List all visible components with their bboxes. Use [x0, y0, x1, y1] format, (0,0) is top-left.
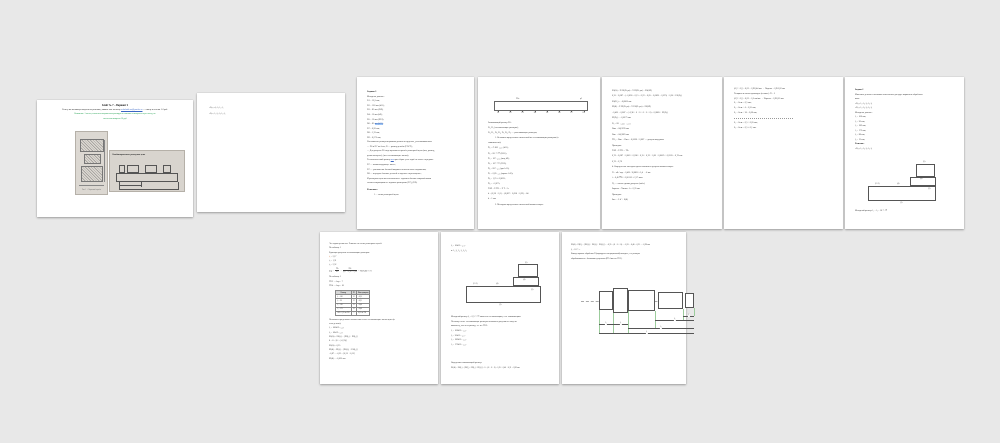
- chain-link-label: D7: [570, 110, 572, 115]
- data-line: D7 = 0,85 мм;: [367, 127, 380, 130]
- variables-block: [855, 102, 956, 111]
- chain-link-label: D5: [546, 110, 548, 115]
- formula-line: 0,70 = 0,087 + 0,063 + 0,036 + 0,15 + 0,22 + 0,05 + 0,0625 + 0,0315 = 0,70 мм: [612, 155, 683, 158]
- data-text: ;: [382, 123, 384, 126]
- scheme-label: (2÷6): [473, 282, 478, 285]
- drawing-hatch-shape: [80, 139, 104, 152]
- assembly-drawing-image[interactable]: [75, 131, 108, 195]
- numerator: TΔ: [335, 267, 339, 270]
- task-2-heading: Задача 2: [855, 89, 864, 91]
- dimension-scheme-diagram: [451, 263, 551, 307]
- value-line: l₅ = 88 мм;: [855, 134, 865, 136]
- drawing-shape: [119, 165, 125, 173]
- table-header-cell: Поле допуска: [358, 291, 369, 294]
- page-2[interactable]: [197, 93, 345, 212]
- extension-line: [683, 309, 684, 320]
- drawing-dimension-line: [104, 140, 105, 182]
- formula-line: (0,2 ÷ 0,1) · 0,02 = 0,9/0,44 мм → Nпрокл = 0,9/0,02 мм: [734, 88, 785, 90]
- table-header-cell: Размер: [336, 291, 352, 295]
- text-line: Исходный размер l₅ = 0,5⁺⁰·⁰²⁵ является составляющим, а не замыкающим.: [451, 316, 521, 319]
- text-line: И размерная цепь восстановления с заданием базово-сопряжёнными: [367, 177, 432, 180]
- value-line: l₃ = 182 мм;: [855, 125, 866, 127]
- formula-line: Sₘₐₓ = 2·h′ + S(Δ): [612, 199, 628, 202]
- dimension-line: [599, 324, 613, 325]
- page-6[interactable]: [724, 77, 843, 229]
- highlighted-token: i₁: [329, 255, 331, 258]
- task-description: [367, 163, 466, 186]
- table-intro-lines: [329, 275, 431, 288]
- variables-line: и: l₁, l₂, l₃, l₄, l₅, l₆: [451, 249, 468, 252]
- data-text: D6 = 85: [367, 123, 375, 126]
- denominator: 2,17 + 1,31 + 2,52: [342, 271, 357, 274]
- formula-line: D̄₉ = ± 0,075;: [488, 183, 500, 186]
- page-3[interactable]: [357, 77, 474, 229]
- data-line: D5 = 10 мм (H12);: [367, 118, 384, 121]
- shaft-step: [658, 292, 683, 309]
- table-cell: 0,35 на 700: [356, 311, 370, 315]
- table-cell: l₂ = 20: [336, 299, 352, 303]
- page-4[interactable]: [478, 77, 600, 229]
- task-2-description: [855, 93, 956, 102]
- formula-line: l₄ = 172h12₍₋₀,₄₀₎: [451, 343, 467, 346]
- initial-data-list: [367, 127, 466, 141]
- image-title: Комбинированная размерная цепь: [112, 153, 146, 156]
- table-cell: −0,40: [356, 307, 370, 311]
- formula-line: Проверка:: [612, 144, 622, 147]
- dimension-line: [683, 316, 694, 317]
- page-9[interactable]: [441, 232, 559, 384]
- formula-line: EI(D₃) = −0,6175 мм: [612, 117, 631, 120]
- formula-line: 0,70 = 0,70: [612, 160, 622, 163]
- scheme-rect-large: [868, 186, 936, 201]
- scheme-label: (4): [920, 178, 923, 181]
- extension-line: [694, 308, 695, 316]
- drawing-dimension-tick: [178, 182, 179, 190]
- fraction: [335, 268, 339, 274]
- chain-link-label: D3: [521, 110, 523, 115]
- page-8[interactable]: [320, 232, 438, 384]
- formula-block: [488, 146, 592, 202]
- closing-size-formula: ES(Δ) = ES(l₁) − [EI(l₂) + EI(l₃) + EI(l₄)] = 0 − (0 + 0 + 0) = 0,35 + 0,40 + 0,21 = 0,96 мм: [451, 366, 520, 369]
- drawing-shape: [145, 165, 157, 173]
- scheme-label: (2÷6): [875, 182, 880, 185]
- table-cell: 12: [352, 303, 355, 306]
- chain-link-labels: [497, 110, 585, 115]
- step-2-heading: 2. Методика предельных отклонений компенсатора:: [495, 203, 544, 206]
- table-cell: l₄ = 172: [336, 307, 352, 311]
- dimension-label: l₅: [674, 318, 676, 321]
- formula-text: kср =: [329, 270, 335, 273]
- drawing-hatch-shape: [84, 154, 101, 164]
- formula-line: D̄₆ = 85⁰₋₀,₂₂ (две h11);: [488, 167, 510, 170]
- fraction-formula-line: [329, 268, 431, 276]
- dimension-label: l₃: [660, 326, 662, 329]
- formula-line: i = 0,45·∛D + 0,001·D ≈ 2,17 мкм: [612, 177, 643, 180]
- formula-line: D̄₄ = 10⁰₋₀,₀₃₆ (мод h9);: [488, 157, 510, 160]
- formula-text: =: [339, 270, 343, 273]
- text-line: Эта задача решается. Решение по схеме размерных цепей.: [329, 243, 382, 245]
- numerator: 700: [343, 268, 357, 272]
- text-line: — Для допуска D5 надо произвести расчёт размерной цепи (вал, размер,: [367, 150, 435, 153]
- text-line: D₁, D₂ (составляющие размеры);: [488, 127, 519, 130]
- formula-line: −0,435 − 0,087 = (−0,36 + 0 + 0 + 0 + 0 + 0) − 0,0805 + EI(D₃): [612, 111, 668, 114]
- value-line: l₄ = 172 мм;: [855, 129, 866, 132]
- stepped-shaft-drawing: [571, 287, 690, 339]
- formula-line: l₅ = 10h12₍₋₀,₁₅₎: [329, 331, 343, 334]
- table-cell: −0,35: [356, 295, 370, 299]
- explanation-paragraph: [451, 315, 551, 329]
- scheme-label: (5): [525, 261, 528, 264]
- formula-line: TD₃ = Dₘₐₓ − Dₘᵢₙ = 0,0630 < 0,087 — допуск выдержан: [612, 139, 664, 142]
- table-row: [336, 311, 370, 315]
- formula-line: i₃ = 2,52: [329, 264, 337, 267]
- formula-line: ES(Δ) = 0,35: [329, 344, 341, 347]
- data-line: D8 = 1,25 мм;: [367, 132, 380, 135]
- page-10[interactable]: [562, 232, 690, 384]
- drawing-caption: Рис. 1 – Сборочный чертёж: [82, 189, 101, 191]
- formula-line: Δпрокл = Nкомп · h = 0,35 мм: [612, 188, 640, 191]
- drawing-dimension-line: [119, 185, 141, 186]
- formula-line: l₂ = 20h12₍₋₀,₂₁₎: [451, 334, 466, 337]
- formula-line: S̄₅ = S̄ₙₒₘ = 0,5 ± 0,1 мм.: [734, 127, 757, 130]
- text-line: Назначаем предельные отклонения на все составляющие звенья цепи (в: [329, 318, 395, 321]
- highlighted-link-text[interactable]: мм (h11): [374, 123, 383, 126]
- page-7[interactable]: [845, 77, 964, 229]
- text-line: вала:: [855, 98, 860, 100]
- formula-line: l₁ = 100h12₍₋₀,₃₅₎: [451, 329, 467, 332]
- scheme-label: (3): [531, 289, 534, 292]
- table-cell: −0,40: [356, 303, 370, 307]
- document-title: Зачёт № 7 – Вариант 2: [101, 104, 129, 107]
- tolerance-table: [335, 290, 370, 316]
- chain-link-label: D6: [558, 110, 560, 115]
- purchase-note-line: истечении вопросы 10 руб: [103, 117, 127, 120]
- solution-variables: «D₅»; l₁; l₂; l₃; l₄; l₅: [855, 147, 873, 150]
- text-line: Вывод: вариант обработки II (маршрутно-операционный) выгоднее, т.к. размеры: [571, 253, 640, 256]
- table-cell: −0,21: [356, 299, 370, 303]
- chain-end-tick: [494, 101, 495, 110]
- formula-line: Dₘₐₓ = 84,3825 мм: [612, 133, 629, 136]
- formula-line: TΔΣ = Σ TDᵢ = Σ Tᵢ + h: [488, 188, 509, 191]
- text-line: — D5 и D7 на болт; D — размер резьбы (ГОСТ);: [367, 145, 413, 148]
- scheme-label: (1): [900, 202, 903, 204]
- formula-line: 0 = 0 − [0 + (−0,35)]: [329, 340, 347, 343]
- text-line: Замыкающий размер D5:: [488, 122, 512, 124]
- table-cell: 100 ± 0,35 на 700: [337, 312, 350, 315]
- step-1-heading: 1. Величина предельных отклонений по составляющим размерам (в: [495, 137, 559, 140]
- formula-line: −0,87 = −0,35 − [0,35 + 0,15]: [329, 353, 355, 356]
- dimension-label: l₆: [688, 314, 690, 317]
- chain-top-line: [494, 101, 588, 102]
- closing-size-block: [488, 121, 592, 136]
- denominator: Σ iᵢ: [335, 271, 339, 274]
- solution-heading: Решение:: [367, 187, 378, 191]
- formula-line: (0,9 ÷ 0,1) · 0,02 = 0,5 мм/шт → Nпрокл = 0,9/0,05 мм: [734, 97, 784, 100]
- formula-line: l₁ = 100h12₍₋₀,₃₅₎: [329, 327, 344, 330]
- formula-line: Толщина и число прокладок (в запас): N = 5: [734, 92, 775, 95]
- formula-line: «D₅»; l₁; l₂; l₃; l₄; l₅: [855, 102, 873, 105]
- drawing-dimension-line: [119, 189, 178, 190]
- formula-line: ES(Δ) = ES(l₁) − [EI(l₂) + EI(l₃)]: [329, 336, 358, 339]
- formula-line: N₀ — число единиц допуска (табл.): [612, 182, 645, 185]
- formula-line: ES(D₃) = −0,6805 мм: [612, 100, 632, 103]
- dimension-line: [599, 333, 694, 334]
- text-line: По таблице 1: [329, 276, 342, 279]
- formula-line: h = (0,20 + 0,1) − (0,087 + 0,036 + 0,22) = 64: [488, 193, 529, 196]
- top-formula: l₅ = 10h12₍₋₀,₁₅₎: [451, 245, 466, 247]
- solution-heading: Решение:: [855, 143, 865, 145]
- text-line: D7 — компенсирующее звено;: [367, 164, 396, 166]
- table-cell: l₃ = 182: [336, 303, 352, 307]
- page-1[interactable]: [37, 100, 193, 217]
- formula-line: h = 1 мм: [488, 198, 496, 201]
- drawing-shape: [127, 165, 139, 173]
- shaft-step: [628, 290, 655, 311]
- formula-line: «D₅»; d₁; l₁; l₂; l₃: [209, 107, 224, 109]
- scheme-rect-small: [518, 261, 538, 277]
- scheme-rect-medium: [910, 177, 936, 186]
- dimension-label: l₁: [646, 331, 648, 334]
- text-line: Уменьшение размеров крышки должно в пределах, устанавливаемых:: [367, 141, 433, 144]
- dimension-label: l₂: [605, 322, 607, 325]
- formula-line: Dₘᵢₙ = 84,3195 мм: [612, 128, 629, 131]
- table-cell: —: [352, 312, 355, 315]
- formula-line: l₅ = 10⁺⁰·¹⁵: [571, 248, 581, 251]
- formula-line: EI(Δ) = EI(l₁) − [ES(l₂) + ES(l₃) + ES(l₄)] = −0,35 − (0 + 0 + 0) = −0,35 − 0,40 − 0,21 = −0,96 мм: [571, 244, 650, 246]
- text-line: Единицы допусков составляющих размеров:: [329, 251, 370, 254]
- dimension-chain-image[interactable]: [109, 150, 185, 192]
- table-cell: 12: [352, 299, 355, 302]
- formula-line: EI(Δ) = Σ EI(D̄ᵢ ув) − Σ ES(D̄ᵢ ум) = EI(ΔΣ): [612, 106, 651, 109]
- formula-line: ES(Δ) = Σ ES(D̄ᵢ ув) − Σ EI(D̄ᵢ ум) = ES(ΔΣ): [612, 90, 652, 92]
- text-line: D₃, D₄, D₅, D₆, D₇, D₈, D₉ — уменьшающие размеры;: [488, 132, 537, 135]
- inline-link[interactable]: вал: [390, 159, 394, 162]
- formula-text: = 2,17: [330, 255, 337, 258]
- contact-text-pre: Если у вас возникнут вопросы по решению, пишите мне на почту: [62, 109, 121, 111]
- value-line: l₁ = 100 мм;: [855, 116, 866, 118]
- table-cell: l₁ = 100: [336, 295, 352, 299]
- fraction: [343, 268, 357, 274]
- dotted-separator: [734, 118, 793, 119]
- chain-link-label: D1: [497, 110, 499, 115]
- text-line: соответствующими по заданию размерами (D7), (D9):: [367, 182, 418, 185]
- formula-line: i₂ = 1,31: [329, 260, 337, 263]
- text-line: тело детали):: [329, 323, 342, 326]
- text-line: Изменить детали и назначить отклонения для двух вариантов обработки: [855, 93, 923, 96]
- text-line: IT14 → kср = 10: [329, 284, 344, 287]
- extension-line: [628, 311, 629, 333]
- initial-data-label: Исходные данные:: [367, 95, 385, 98]
- scheme-rect-medium: [513, 277, 539, 286]
- chain-link-label: D8: [583, 110, 585, 115]
- assignment-paragraph: [329, 318, 431, 327]
- scheme-label: (5): [923, 160, 926, 163]
- text-line: квалитету, что и на размер, т.е. по IT12:: [451, 325, 488, 328]
- formula-line: «D₁»; l₁; l₂; l₃; l₄; l₅: [855, 107, 873, 109]
- scheme-label: (4): [523, 278, 526, 281]
- text-line: длина которого); (все составляющие звенья);: [367, 154, 409, 157]
- text-line: D8 — передача базовых деталей в заданное перемещение;: [367, 173, 422, 176]
- text-line: Поэтому на все составляющие размеры назначаем допуски по тому же: [451, 320, 517, 323]
- formula-line: N = aΔ / aср = 0,435 / 0,0805 ≈ 5,4 → 6 шт: [612, 171, 651, 174]
- data-line: D9 = 0,075 мм;: [367, 136, 381, 139]
- data-line: D3 = 85 мм (JS9);: [367, 109, 384, 112]
- scheme-rect-large: [466, 286, 541, 303]
- value-line: l₂ = 20 мм;: [855, 120, 865, 123]
- conclusion-paragraph: [571, 252, 679, 261]
- text-line: По таблице 1: [329, 247, 342, 250]
- page-5[interactable]: [602, 77, 722, 229]
- dimension-label: l₄: [619, 322, 622, 325]
- dimension-chain-diagram: [490, 99, 590, 116]
- formula-line: D̄₃ = 85⁺⁰·⁰⁸⁷ (JS11);: [488, 152, 507, 155]
- formula-line: D̄₂ = ∅100₋₀,₀₈₇ (h11);: [488, 147, 509, 150]
- formula-line: EI(Δ) = EI(l₁) − [ES(l₂) + ES(l₃)]: [329, 348, 358, 351]
- formula-line: S̄₃ = S̄ₙₒₘ + 2δ = 0,60 мм;: [734, 111, 757, 114]
- formula-line: D̄₇ = 0,85₋₀,₀₅ (прокл. h12);: [488, 172, 513, 175]
- dimension-scheme-diagram: [845, 153, 964, 207]
- chain-link-label: D2: [509, 110, 511, 115]
- value-line: l₆ = 12 мм;: [855, 138, 865, 141]
- initial-size-line: Исходный размер: l₄ = l₅ = 10⁺⁰·⁰²²: [855, 210, 888, 212]
- table-cell: 12: [352, 307, 355, 310]
- scheme-label: (4): [496, 282, 499, 285]
- email-link[interactable]: reshebnik.vm@yandex.ru: [121, 109, 143, 111]
- formula-line: l₃ = 182h12₍₋₀,₄₀₎: [451, 339, 467, 342]
- table-cell: 12: [352, 295, 355, 298]
- data-line: D2 = 100 мм (h11);: [367, 104, 385, 107]
- formula-line: D̄₅ = 10⁰⁺⁰·¹⁵ (H12);: [488, 162, 507, 165]
- drawing-dimension-line: [79, 185, 104, 186]
- initial-values-list: [855, 115, 956, 142]
- formula-block: [451, 329, 551, 347]
- scheme-label: (3): [928, 188, 931, 190]
- calculation-block: [612, 89, 715, 204]
- formula-line: «D₁»; l₁; l₂; l₄; l₅; l₆: [209, 113, 226, 115]
- spacer-calc-block: [734, 87, 835, 116]
- formula-line: D₃ = 85 ₋₀,₆₈₀₅ ₋₀,₆₁₇₅: [612, 122, 631, 125]
- dimension-line: [655, 320, 694, 321]
- formula-line: 0,35 + 0,087 = (−0,036 − 0,15 − 0,22 − 0,05 − 0,0625 − 0,075) + 0,36 + ES(D₃): [612, 95, 682, 98]
- formula-line: TΔΣ = Σ TDᵢ = TΔ: [612, 149, 629, 152]
- step-1-heading-cont: зависимости):: [488, 142, 502, 145]
- scheme-label: (4): [897, 182, 900, 185]
- variables-block: [209, 105, 225, 117]
- table-header-cell: IT: [352, 291, 355, 294]
- contact-text-post: — отвечу в течение 1-2 раб.: [143, 109, 168, 111]
- formula-line: S̄₁ = S̄ₙₒₘ = 0,5 мм;: [734, 102, 752, 105]
- formula-text: = 700/6,00 ≈ 73: [357, 270, 372, 273]
- extension-line: [599, 310, 600, 333]
- scheme-rect-small: [916, 164, 935, 177]
- drawing-dimension-tick: [141, 182, 142, 187]
- tolerance-units: [329, 259, 431, 268]
- dimension-line: [613, 324, 628, 325]
- shaft-step: [685, 293, 694, 308]
- scheme-label: (1): [499, 304, 502, 307]
- text-line: D7 — уменьшение базовой ширины относительно сопряжения;: [367, 168, 427, 171]
- text-segment: при сборке узла задаёт в классе передачи:: [393, 159, 434, 162]
- task-1-heading: Задача 1: [367, 90, 377, 93]
- drawing-shape: [163, 165, 171, 173]
- drawing-shape: [116, 173, 178, 182]
- solution-step: 1. – схема размерной цепи: [374, 193, 399, 196]
- shaft-step: [599, 291, 613, 310]
- data-line: D1 = 10,5 мм;: [367, 100, 380, 103]
- formula-line: S̄₂ = S̄ₙₒₘ + δ = 0,55 мм;: [734, 107, 756, 110]
- formula-line: D̄₈ = 1,25 ± 0,0625;: [488, 178, 506, 181]
- formula-line: EI(Δ) = −0,635 мм: [329, 357, 346, 360]
- closing-size-label: Определим замыкающий размер:: [451, 362, 482, 365]
- formula-block: [571, 243, 679, 252]
- chain-link-label: D4: [534, 110, 536, 115]
- dimension-line: [628, 328, 694, 329]
- chain-label-right: p3: [580, 97, 582, 100]
- chain-label-left: D5ₙ: [516, 97, 520, 100]
- method-description: [329, 242, 431, 255]
- text-line: обрабатываются с большими допусками (IT14 вместо IT12).: [571, 257, 623, 260]
- task-description: [367, 140, 466, 158]
- formula-line: 4. Определение методом одного квалитета допуска компенсатора:: [612, 166, 674, 169]
- shaft-step: [613, 288, 628, 313]
- formula-block: [329, 326, 431, 360]
- formula-line: S̄₄ = S̄ₙₒₘ = 0,5 + 0,05 мм;: [734, 122, 758, 125]
- chain-end-tick: [587, 101, 588, 110]
- drawing-hatch-shape: [81, 166, 103, 182]
- blank-gap: [451, 347, 551, 361]
- text-line: IT12 → kср = 7: [329, 280, 343, 283]
- drawing-dimension-tick: [119, 182, 120, 190]
- formula-line: Проверка:: [612, 193, 622, 196]
- spacer-calc-block: [734, 121, 835, 131]
- purchase-note-line: Внимание: 1 месяц с момента покупки консультирую и отвечаю на вопросы через почту, по: [74, 113, 156, 116]
- text-segment: Технологический размер: [367, 159, 391, 162]
- initial-data-label: Исходные данные:: [855, 111, 873, 114]
- data-line: D4 = 10 мм (h9);: [367, 113, 383, 116]
- initial-data-list: [367, 99, 466, 122]
